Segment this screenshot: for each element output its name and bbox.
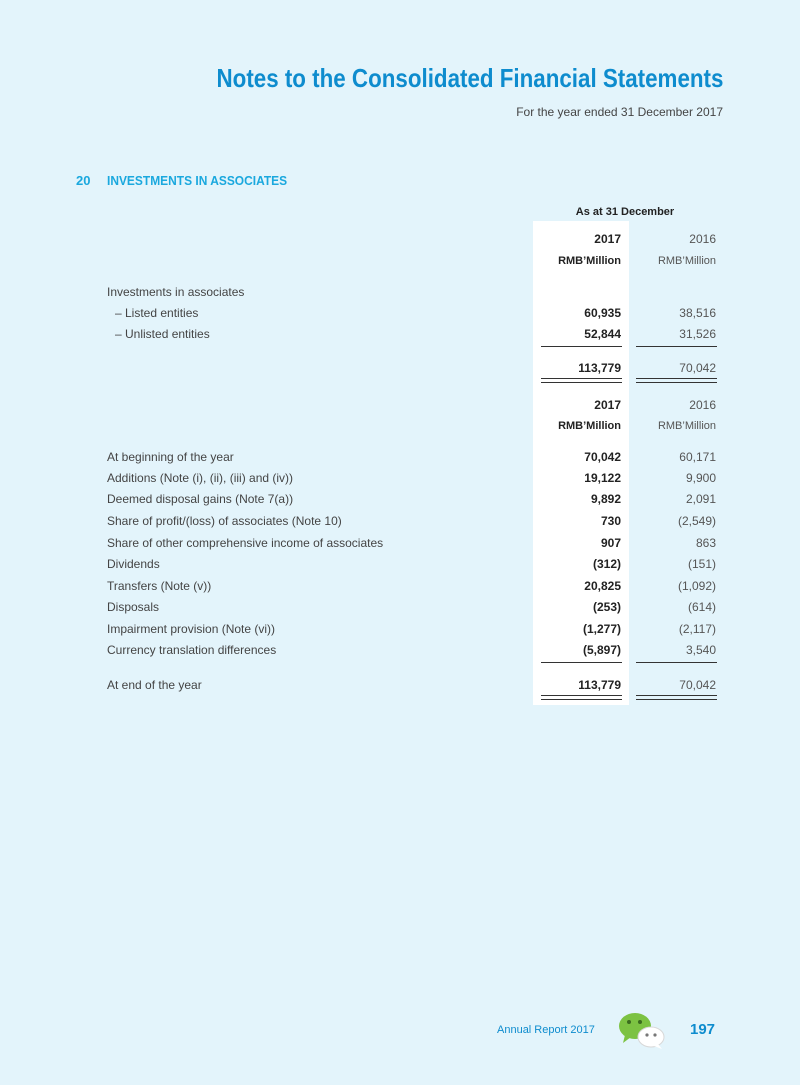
page-number: 197 bbox=[690, 1021, 716, 1038]
as-at-header: As at 31 December bbox=[575, 206, 675, 218]
unit-2016-header: RMB’Million bbox=[657, 420, 716, 432]
row-label: Impairment provision (Note (vi)) bbox=[107, 622, 276, 636]
value-2017: 20,825 bbox=[584, 579, 621, 593]
value-2016: 3,540 bbox=[685, 643, 716, 657]
row-label: Dividends bbox=[107, 557, 160, 571]
total-2017: 113,779 bbox=[578, 678, 621, 692]
value-2016: 31,526 bbox=[679, 327, 716, 341]
total-double-rule-2017 bbox=[541, 378, 622, 383]
year-2016-header: 2016 bbox=[689, 398, 716, 412]
value-2016: (2,117) bbox=[678, 622, 716, 636]
row-label: Share of other comprehensive income of associates bbox=[107, 536, 384, 550]
value-2017: 52,844 bbox=[584, 327, 621, 341]
row-label: Disposals bbox=[107, 600, 160, 614]
group-label: Investments in associates bbox=[107, 285, 245, 299]
value-2016: 9,900 bbox=[685, 471, 716, 485]
unit-2017-header: RMB’Million bbox=[558, 255, 621, 267]
value-2017: 730 bbox=[600, 514, 621, 528]
value-2017: (312) bbox=[592, 557, 621, 571]
value-2016: 38,516 bbox=[679, 306, 716, 320]
value-2017: 60,935 bbox=[584, 306, 621, 320]
subtotal-rule-2017 bbox=[541, 346, 622, 347]
total-2016: 70,042 bbox=[679, 361, 716, 375]
value-2017: 907 bbox=[600, 536, 621, 550]
value-2017: (253) bbox=[592, 600, 621, 614]
row-label: At end of the year bbox=[107, 678, 202, 692]
value-2016: 60,171 bbox=[679, 450, 716, 464]
row-label: Additions (Note (i), (ii), (iii) and (iv)) bbox=[107, 471, 294, 485]
value-2016: 2,091 bbox=[685, 492, 716, 506]
year-2016-header: 2016 bbox=[689, 232, 716, 246]
value-2017: 70,042 bbox=[584, 450, 621, 464]
value-2017: (1,277) bbox=[582, 622, 621, 636]
row-label: Deemed disposal gains (Note 7(a)) bbox=[107, 492, 294, 506]
section-number: 20 bbox=[76, 173, 91, 188]
wechat-logo-icon bbox=[616, 1010, 668, 1050]
year-2017-header: 2017 bbox=[594, 398, 621, 412]
subtotal-rule-2016 bbox=[636, 662, 717, 663]
value-2016: 863 bbox=[695, 536, 716, 550]
value-2017: 19,122 bbox=[584, 471, 621, 485]
total-double-rule-2017 bbox=[541, 695, 622, 700]
total-2016: 70,042 bbox=[679, 678, 716, 692]
row-label: Transfers (Note (v)) bbox=[107, 579, 212, 593]
value-2016: (614) bbox=[687, 600, 716, 614]
page-subtitle: For the year ended 31 December 2017 bbox=[516, 105, 723, 119]
unit-2016-header: RMB’Million bbox=[657, 255, 716, 267]
unit-2017-header: RMB’Million bbox=[558, 420, 621, 432]
subtotal-rule-2017 bbox=[541, 662, 622, 663]
row-label: Share of profit/(loss) of associates (Note 10) bbox=[107, 514, 342, 528]
value-2016: (2,549) bbox=[677, 514, 716, 528]
year-2017-header: 2017 bbox=[594, 232, 621, 246]
row-label: – Listed entities bbox=[115, 306, 199, 320]
total-2017: 113,779 bbox=[578, 361, 621, 375]
footer-report-title: Annual Report 2017 bbox=[497, 1024, 595, 1036]
value-2016: (1,092) bbox=[677, 579, 716, 593]
value-2017: (5,897) bbox=[582, 643, 621, 657]
subtotal-rule-2016 bbox=[636, 346, 717, 347]
value-2017: 9,892 bbox=[590, 492, 621, 506]
total-double-rule-2016 bbox=[636, 378, 717, 383]
total-double-rule-2016 bbox=[636, 695, 717, 700]
value-2016: (151) bbox=[687, 557, 716, 571]
page-title: Notes to the Consolidated Financial Statements bbox=[216, 63, 723, 93]
section-title: INVESTMENTS IN ASSOCIATES bbox=[107, 173, 288, 188]
row-label: – Unlisted entities bbox=[115, 327, 210, 341]
row-label: At beginning of the year bbox=[107, 450, 234, 464]
row-label: Currency translation differences bbox=[107, 643, 277, 657]
section-heading bbox=[76, 173, 303, 188]
